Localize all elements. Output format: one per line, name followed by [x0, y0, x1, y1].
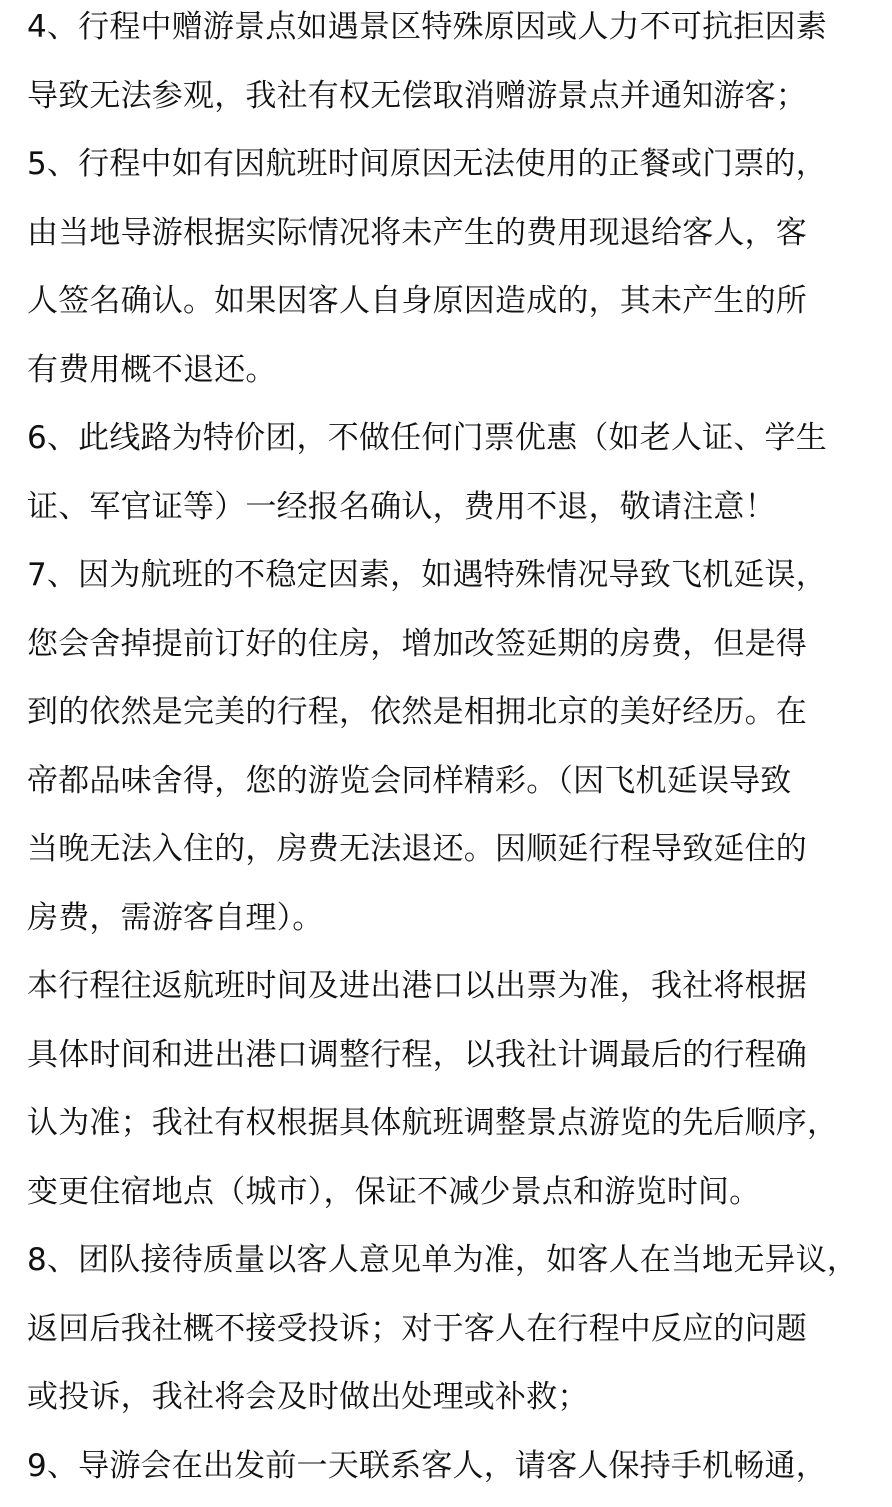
text-line: 房费，需游客自理）。: [27, 891, 877, 960]
text-line: 当晚无法入住的，房费无法退还。因顺延行程导致延住的: [27, 822, 877, 891]
text-line: 或投诉，我社将会及时做出处理或补救；: [27, 1370, 877, 1439]
text-line: 5、行程中如有因航班时间原因无法使用的正餐或门票的，: [27, 137, 877, 206]
text-line: 8、团队接待质量以客人意见单为准，如客人在当地无异议，: [27, 1233, 877, 1302]
text-line: 您会舍掉提前订好的住房，增加改签延期的房费，但是得: [27, 617, 877, 686]
text-line: 认为准；我社有权根据具体航班调整景点游览的先后顺序，: [27, 1096, 877, 1165]
text-line: 到的依然是完美的行程，依然是相拥北京的美好经历。在: [27, 685, 877, 754]
text-line: 证、军官证等）一经报名确认，费用不退，敬请注意！: [27, 480, 877, 549]
text-line: 本行程往返航班时间及进出港口以出票为准，我社将根据: [27, 959, 877, 1028]
document-body: [27, 0, 877, 1507]
text-line: 有费用概不退还。: [27, 343, 877, 412]
text-line: 返回后我社概不接受投诉；对于客人在行程中反应的问题: [27, 1302, 877, 1371]
text-line: 变更住宿地点（城市），保证不减少景点和游览时间。: [27, 1165, 877, 1234]
text-line: 6、此线路为特价团，不做任何门票优惠（如老人证、学生: [27, 411, 877, 480]
text-line: 导致无法参观，我社有权无偿取消赠游景点并通知游客；: [27, 69, 877, 138]
text-line: 9、导游会在出发前一天联系客人，请客人保持手机畅通，: [27, 1439, 877, 1507]
text-line: 7、因为航班的不稳定因素，如遇特殊情况导致飞机延误，: [27, 548, 877, 617]
text-line: 由当地导游根据实际情况将未产生的费用现退给客人，客: [27, 206, 877, 275]
text-line: 具体时间和进出港口调整行程，以我社计调最后的行程确: [27, 1028, 877, 1097]
text-line: 帝都品味舍得，您的游览会同样精彩。（因飞机延误导致: [27, 754, 877, 823]
text-line: 4、行程中赠游景点如遇景区特殊原因或人力不可抗拒因素: [27, 0, 877, 69]
text-line: 人签名确认。如果因客人自身原因造成的，其未产生的所: [27, 274, 877, 343]
